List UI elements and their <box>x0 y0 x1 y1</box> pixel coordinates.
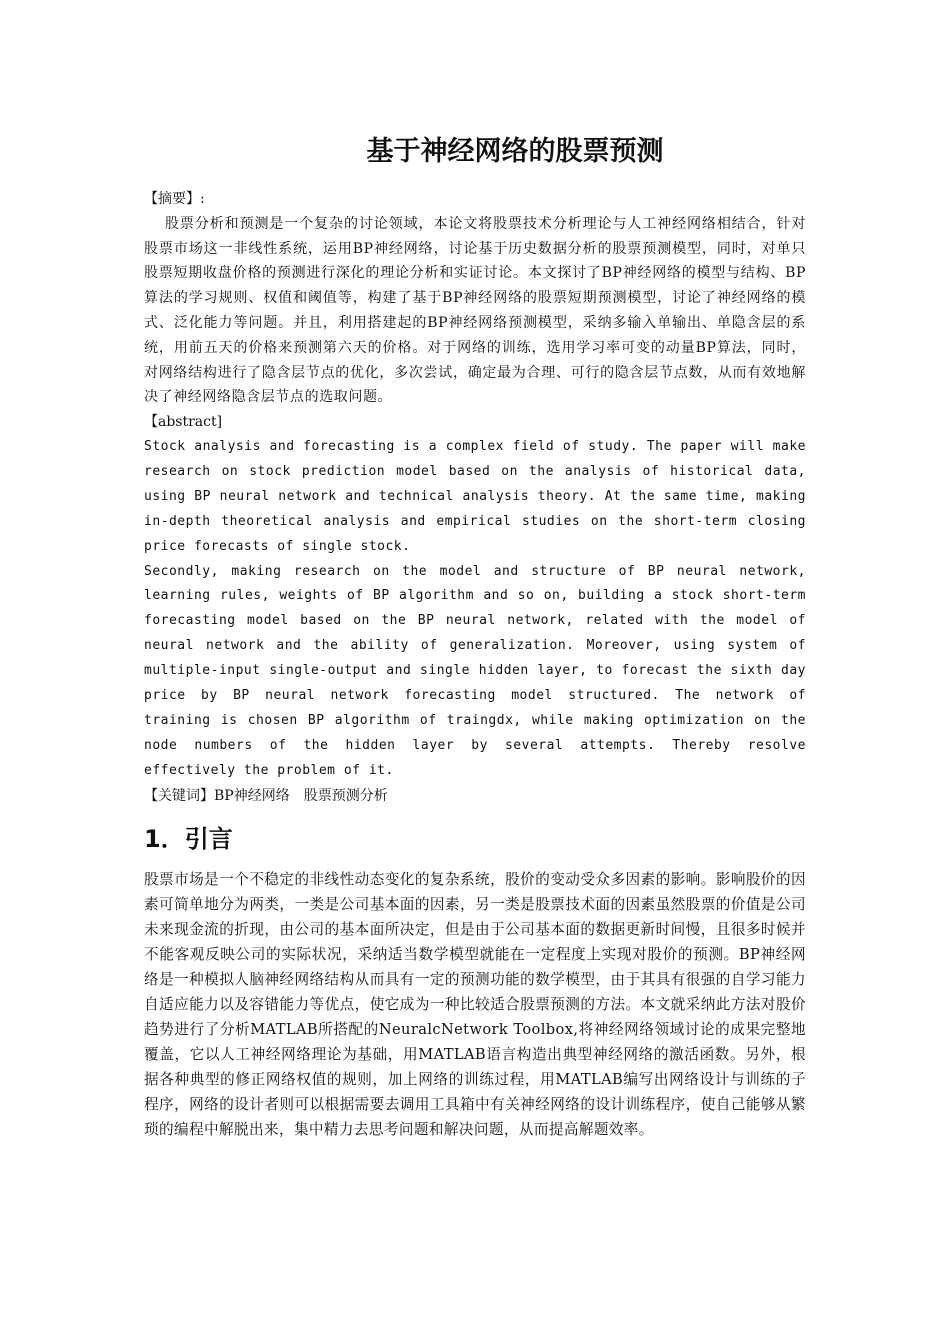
section-1-heading: 1．引言 <box>144 825 233 854</box>
section-1-body: 股票市场是一个不稳定的非线性动态变化的复杂系统，股价的变动受众多因素的影响。影响股价的因素可简单地分为两类，一类是公司基本面的因素，另一类是股票技术面的因素虽然股票的价值是公司未来现金流的折现，由公司的基本面所决定，但是由于公司基本面的数据更新时间慢，且很多时候并不能客观反映公司的实际状况，采纳适当数学模型就能在一定程度上实现对股价的预测。BP神经网络是一种模拟人脑神经网络结构从而具有一定的预测功能的数学模型，由于其具有很强的自学习能力自适应能力以及容错能力等优点，使它成为一种比较适合股票预测的方法。本文就采纳此方法对股价趋势进行了分析MATLAB所搭配的NeuralcNetwork Toolbox,将神经网络领域讨论的成果完整地覆盖，它以人工神经网络理论为基础，用MATLAB语言构造出典型神经网络的激活函数。另外，根据各种典型的修正网络权值的规则，加上网络的训练过程，用MATLAB编写出网络设计与训练的子程序，网络的设计者则可以根据需要去调用工具箱中有关神经网络的设计训练程序，使自己能够从繁琐的编程中解脱出来，集中精力去思考问题和解决问题，从而提高解题效率。 <box>144 871 806 1138</box>
abstract-zh-text: 股票分析和预测是一个复杂的讨论领域，本论文将股票技术分析理论与人工神经网络相结合，针对股票市场这一非线性系统，运用BP神经网络，讨论基于历史数据分析的股票预测模型，同时，对单只股票短期收盘价格的预测进行深化的理论分析和实证讨论。本文探讨了BP神经网络的模型与结构、BP算法的学习规则、权值和阈值等，构建了基于BP神经网络的股票短期预测模型，讨论了神经网络的模式、泛化能力等问题。并且，利用搭建起的BP神经网络预测模型，采纳多输入单输出、单隐含层的系统，用前五天的价格来预测第六天的价格。对于网络的训练，选用学习率可变的动量BP算法，同时，对网络结构进行了隐含层节点的优化，多次尝试，确定最为合理、可行的隐含层节点数，从而有效地解决了神经网络隐含层节点的选取问题。 <box>144 215 806 406</box>
abstract-en-label: 【abstract] <box>144 414 223 431</box>
paper-title: 基于神经网络的股票预测 <box>366 136 664 167</box>
paper-content <box>144 187 806 1142</box>
keywords-line: 【关键词】BP神经网络 股票预测分析 <box>144 787 388 804</box>
abstract-zh-label: 【摘要】: <box>144 191 205 207</box>
abstract-en-paragraph-1: Stock analysis and forecasting is a complex field of study. The paper will make research on stock prediction model based on the analysis of historical data, using BP neural network and technical analysis theory. At the same time, making in-depth theoretical analysis and empirical studies on the short-term closing price forecasts of single stock. <box>144 438 806 554</box>
abstract-en-paragraph-2: Secondly, making research on the model and structure of BP neural network, learning rules, weights of BP algorithm and so on, building a stock short-term forecasting model based on the BP neural network, related with the model of neural network and the ability of generalization. Moreover, using system of multiple-input single-output and single hidden layer, to forecast the sixth day price by BP neural network forecasting model structured. The network of training is chosen BP algorithm of traingdx, while making optimization on the node numbers of the hidden layer by several attempts. Thereby resolve effectively the problem of it. <box>144 563 806 778</box>
